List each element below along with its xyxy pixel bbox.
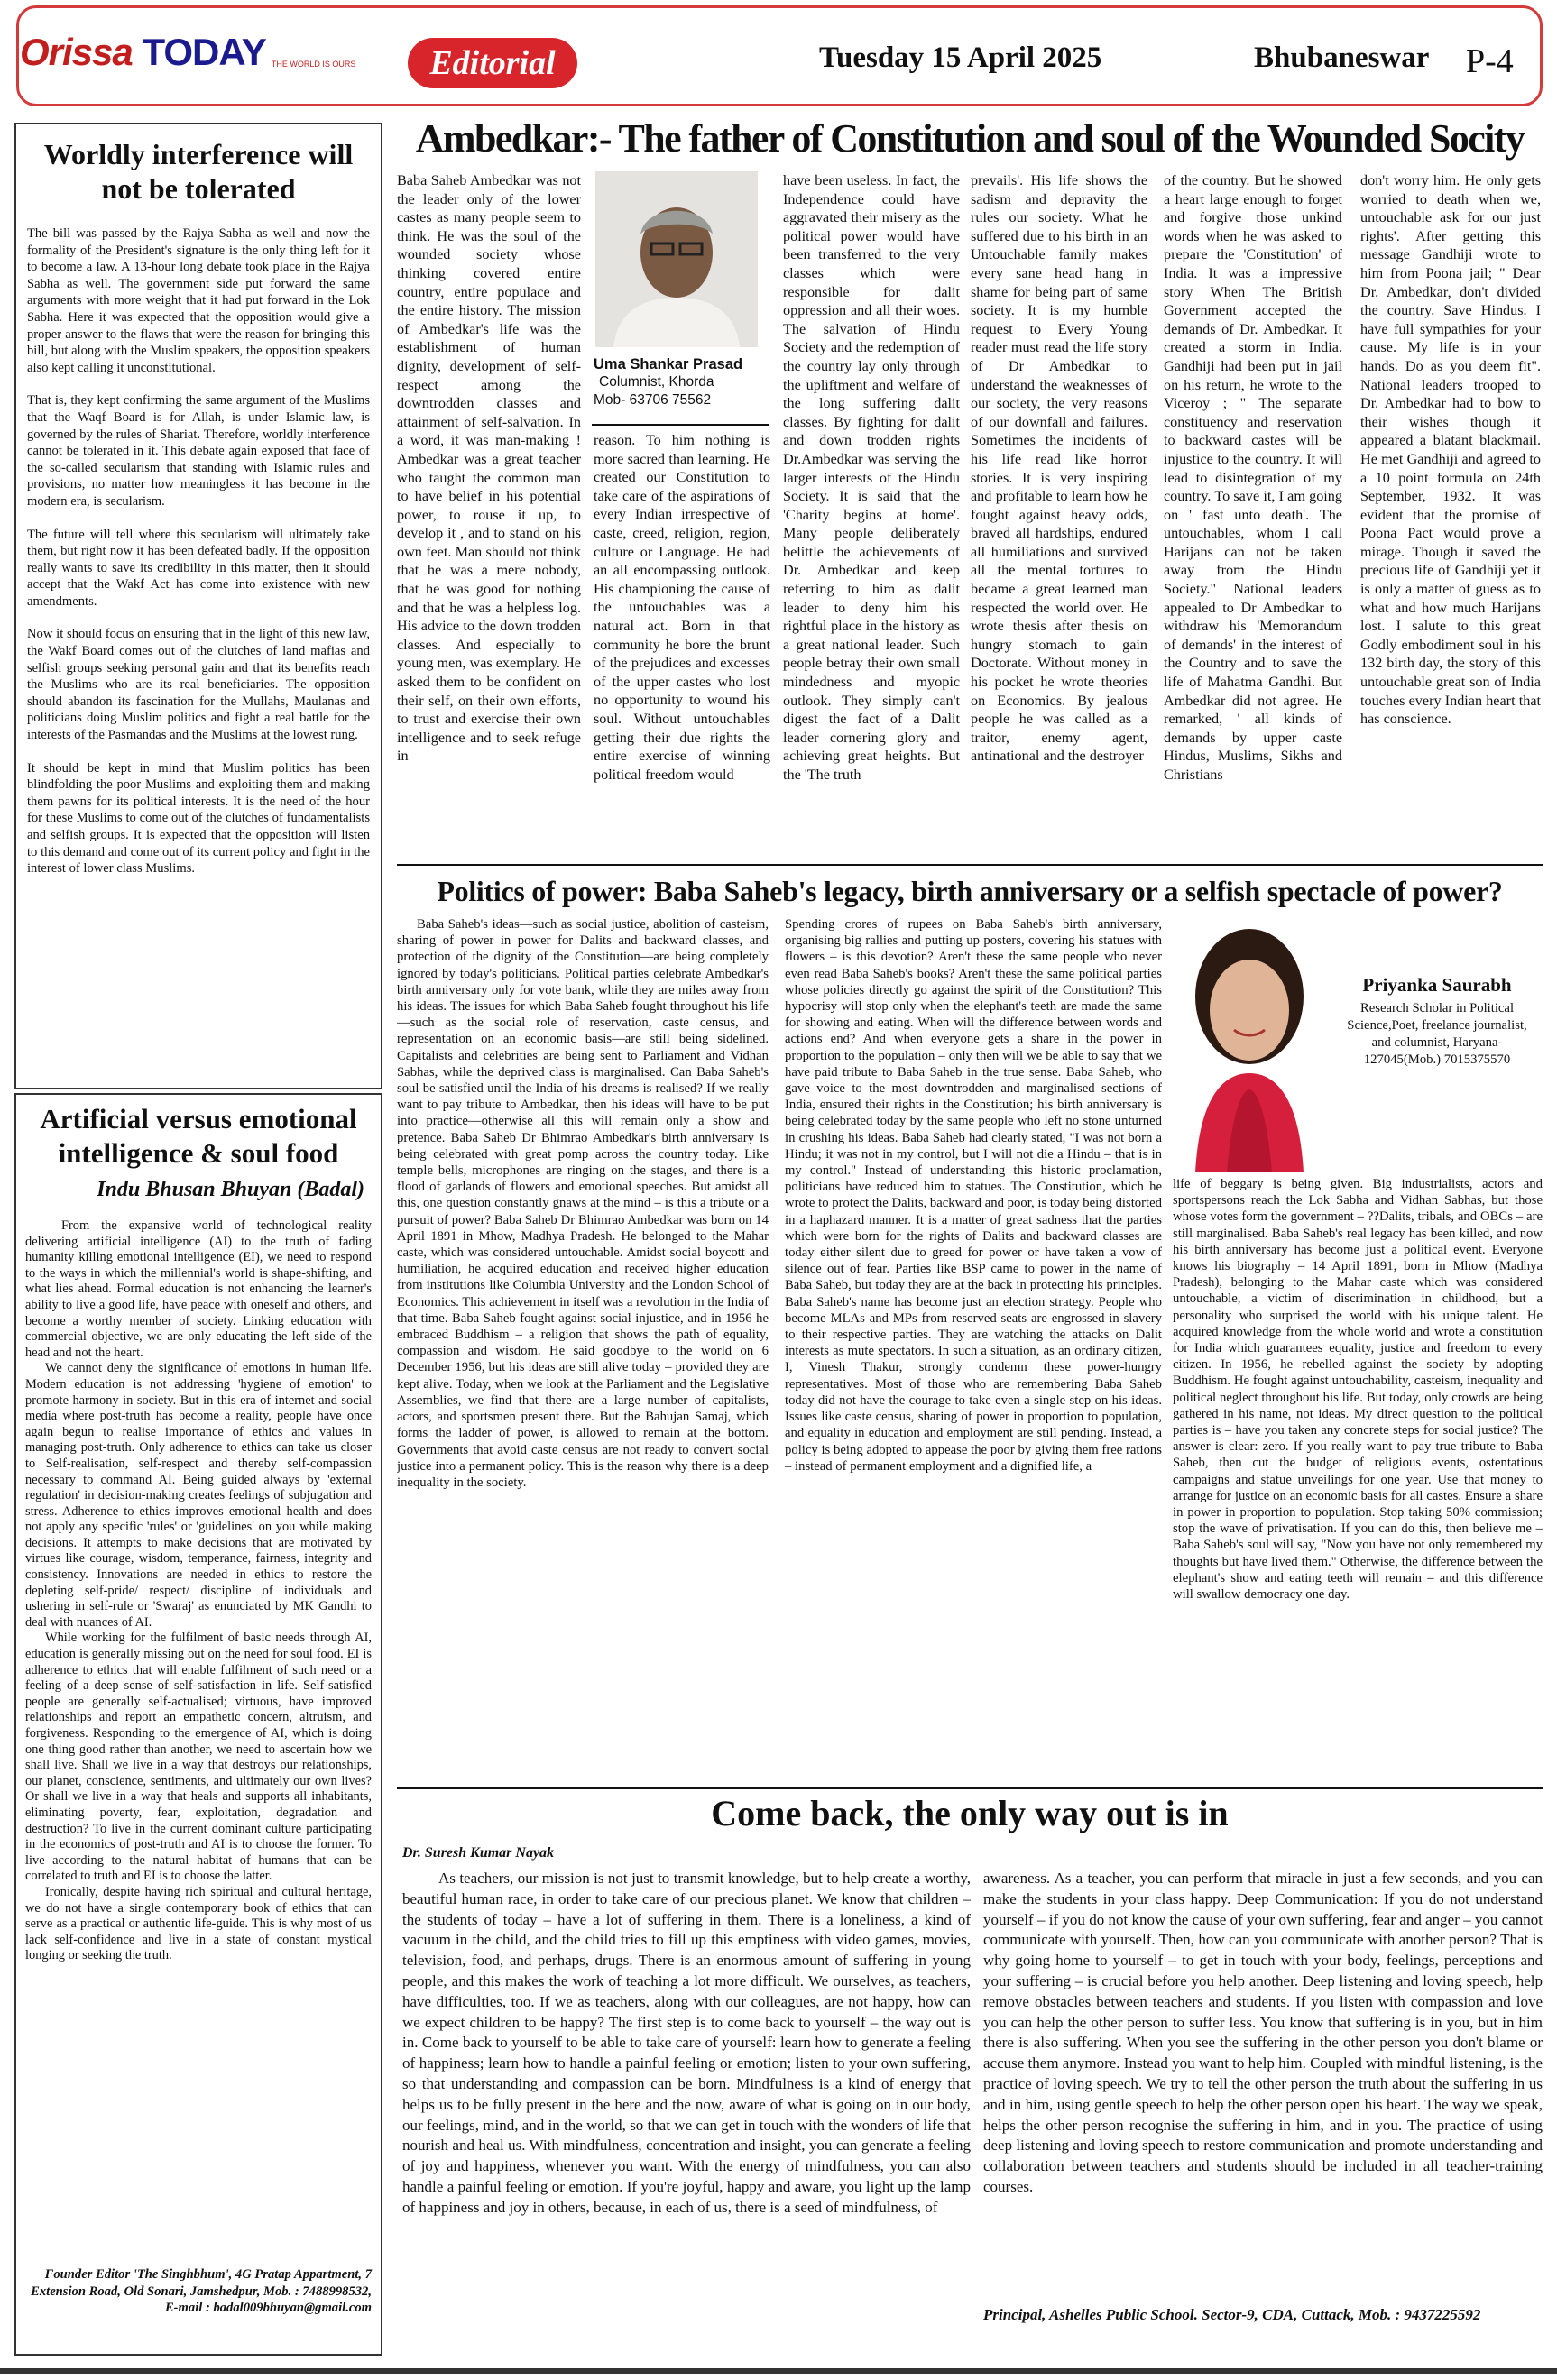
author-description: Research Scholar in Political Science,Poet, freelance journalist, and columnist, Haryana-127045(Mob.) 7015375570 xyxy=(1347,1001,1527,1067)
author-footer: Founder Editor 'The Singhbhum', 4G Pratap Appartment, 7 Extension Road, Old Sonari, Jamshedpur, Mob. : 7488998532, E-mail : badal009bhuyan@gmail.com xyxy=(31,2267,372,2316)
article-body xyxy=(27,225,370,878)
text-column: reason. To him nothing is more sacred than learning. He created our Constitution to take care of the aspirations of every Indian irrespective of caste, creed, religion, region, culture or Language. He had an all encompassing outlook. His championing the cause of the untouchables was a natural act. Born in that community he bore the brunt of the prejudices and excesses of the upper castes who lost no opportunity to wound his soul. Without untouchables getting their due rights the entire exercise of winning political freedom would xyxy=(594,432,770,783)
section-badge: Editorial xyxy=(408,38,577,88)
author-footer: Principal, Ashelles Public School. Sector-9, CDA, Cuttack, Mob. : 9437225592 xyxy=(983,2306,1481,2323)
text-column: As teachers, our mission is not just to transmit knowledge, but to help create a worthy, beautiful human race, in order to take care of our precious planet. We know that children – the students of today – have a lot of suffering in them. There is a loneliness, a kind of vacuum in the child, and the child tries to fill up this emptiness with video games, movies, television, food, and perhaps, drugs. There is an enormous amount of suffering in young people, and this makes the work of teaching a lot more difficult. We ourselves, as teachers, have difficulties, too. If we as teachers, along with our colleagues, are not happy, how can we expect children to be happy? The first step is to come back to yourself – the way out is in. Come back to yourself to be able to take care of yourself: learn how to generate a feeling of happiness; learn how to handle a painful feeling or emotion; listen to your own suffering, so that understanding and compassion can be born. Mindfulness is a kind of energy that helps us to be fully present in the here and the now, aware of what is going on in our body, our feelings, mind, and in the world, so that we can get in touch with the wonders of life that nourish and heal us. With mindfulness, concentration and insight, you can generate a feeling of joy and happiness, whenever you want. With the energy of mindfulness, you can also handle a painful feeling or emotion. If you're joyful, happy and aware, you light up the lamp of happiness and joy in others, because, in each of us, there is a seed of mindfulness, of xyxy=(402,1870,971,2216)
article-title: Artificial versus emotional intelligence & soul food xyxy=(40,1103,357,1169)
article-title: Politics of power: Baba Saheb's legacy, birth anniversary or a selfish spectacle of power? xyxy=(437,875,1503,907)
columnist-name: Uma Shankar Prasad xyxy=(594,356,743,372)
edition-place: Bhubaneswar xyxy=(1254,41,1430,74)
text-column: life of beggary is being given. Big industrialists, actors and sportspersons reach the Lok Sabha and Vidhan Sabhas, but those whose votes form the government – ??Dalits, tribals, and OBCs – are still marginalised. Baba Saheb's real legacy has been killed, and now his birth anniversary has become just a political event. Everyone knows his biography – 14 April 1891, born in Mhow (Madhya Pradesh), belonging to the Mahar caste which was considered untouchable, a victim of discrimination in childhood, but a personality who surprised the world with his unique talent. He acquired knowledge from the whole world and wrote a constitution for India which guarantees equality, justice and freedom to every citizen. In 1956, he rebelled against the society by adopting Buddhism. He fought against untouchability, casteism, inequality and political neglect throughout his life. But today, only crowds are being gathered in his name, not ideas. My direct question to the political parties is – have you taken any concrete steps for social justice? The answer is clear: zero. If you really want to pay true tribute to Baba Saheb, then cut the budget of religious events, ostentatious campaigns and statue unveilings for one year. Use that money to arrange for justice on an economic basis for all castes. Ensure a share in power in proportion to population. Stop taking 50% commission; stop the wave of privatisation. If you can do this, then believe me – Baba Saheb's soul will say, "Now you have not only remembered my thoughts but have lived them." Otherwise, the difference between the elephant's show and eating teeth will remain – and this difference will swallow democracy one day. xyxy=(1173,1177,1543,1603)
paragraph: The future will tell where this secularism will ultimately take them, but right now it has been defeated badly. If the opposition really wants to save its credibility in this matter, then it should accept that the Wakf Act has come into existence with new amendments. xyxy=(27,527,370,609)
divider xyxy=(397,1787,1543,1789)
article-box-worldly xyxy=(14,123,382,1089)
text-column: Baba Saheb Ambedkar was not the leader only of the lower castes as many people seem to think. He was the soul of the wounded society whose thinking covered entire country, entire populace and the entire history. The mission of Ambedkar's life was the establishment of human dignity, development of self-respect among the downtrodden classes and attainment of self-salvation. In a word, it was man-making ! Ambedkar was a great teacher who taught the common man to have belief in his potential power, to rouse it up, to develop it , and to stand on his own feet. Man should not think that he was a mere nobody, that he was good for nothing and that he was a helpless log. His advice to the down trodden classes. And especially to young men, was exemplary. He asked them to be confident on their self, on their own efforts, to trust and exercise their own intelligence and to seek refuge in xyxy=(397,172,581,765)
article-author: Indu Bhusan Bhuyan (Badal) xyxy=(97,1178,364,1201)
author-photo[interactable] xyxy=(1173,920,1326,1172)
text-column: don't worry him. He only gets worried to death when we, untouchable ask for our just rights'. After getting this message Gandhiji wrote to him from Poona jail; " Dear Dr. Ambedkar, don't divided the country. Save Hindus. I have full sympathies for your cause. My life is in your hands. Do as you deem fit". National leaders trooped to Dr. Ambedkar had to bow to their wishes though it appeared a blatant blackmail. He met Gandhiji and agreed to a 10 point formula on 24th September, 1932. It was evident that the promise of Poona Pact would prove a mirage. Though it saved the precious life of Gandhiji yet it is only a matter of guess as to what and how much Harijans lost. I salute to this great Godly embodiment soul in his 132 birth day, the story of this untouchable great son of India touches every Indian heart that has conscience. xyxy=(1360,172,1541,728)
divider xyxy=(592,424,769,426)
columnist-photo[interactable] xyxy=(595,171,758,347)
article-box-ai xyxy=(14,1093,382,2356)
issue-date: Tuesday 15 April 2025 xyxy=(819,41,1102,74)
text-column: prevails'. His life shows the sadism and depravity the rules our society. What he suffered due to his birth in an Untouchable family makes every sane head hang in shame for being part of same society. It is my humble request to Every Young reader must read the life story of Dr Ambedkar to understand the weaknesses of our society, the very reasons of our downfall and failures. Sometimes the incidents of his life read like horror stories. It is very inspiring and profitable to learn how he fought against heavy odds, braved all hardships, endured all humiliations and survived all the mental tortures to became a great learned man respected the world over. He wrote thesis after thesis on hungry stomach to gain Doctorate. Without money in his pocket he wrote theories on Economics. By jealous people he was called as a traitor, enemy agent, antinational and the destroyer xyxy=(971,172,1147,765)
newspaper-logo[interactable] xyxy=(20,31,355,74)
paragraph: From the expansive world of technological reality delivering artificial intelligence (AI) to the truth of fading humanity killing emotional intelligence (EI), we need to respond to the ways in which the millennial's world is shape-shifting, and what lies ahead. Formal education is not enhancing the learner's ability to live a good life, have peace with oneself and others, and become a worthy member of society. Linking education with commercial objective, we are only educating the left side of the head and not the heart. xyxy=(25,1218,372,1360)
article-title: Worldly interference will not be tolerated xyxy=(43,138,354,205)
paragraph: That is, they kept confirming the same argument of the Muslims that the Waqf Board is for Allah, is under Islamic law, is governed by the rules of Shariat. Therefore, worldly interference cannot be tolerated in it. This debate again exposed that face of the so-called secularism that standing with Islamic rules and provisions, no matter how meaningless it has become in the modern era, is secularism. xyxy=(27,393,370,509)
page-number: P-4 xyxy=(1466,42,1514,80)
author-name: Priyanka Saurabh xyxy=(1362,974,1512,996)
paragraph: Ironically, despite having rich spiritual and cultural heritage, we do not have a single contemporary book of ethics that can serve as a practical or authentic life-guide. This is why most of us lack self-confidence and live in a state of constant mystical longing or seeking the truth. xyxy=(25,1884,372,1963)
logo-text: Orissa TODAY xyxy=(20,31,266,73)
paragraph: We cannot deny the significance of emotions in human life. Modern education is not addressing 'hygiene of emotion' to promote harmony in society. But in this era of internet and social media where post-truth has become a reality, people have once again begun to realise importance of ethics and values in managing post-truth. Only adherence to ethics can take us closer to Self-realisation, self-respect and thereby self-compassion necessary to command AI. Being guided always by 'external regulation' in decision-making creates feelings of subjugation and stress. Adherence to ethics improves emotional health and does not apply any specific 'rules' or 'guidelines' on you while making decisions. It attempts to make decisions that are motivated by virtues like courage, wisdom, temperance, fairness, integrity and consistency. Innovations are needed in ethics to restore the depleting self-pride/ respect/ discipline of individuals and ushering in self-rule or 'Swaraj' as enunciated by MK Gandhi to deal with nuances of AI. xyxy=(25,1361,372,1630)
text-column: Baba Saheb's ideas—such as social justice, abolition of casteism, sharing of power in power for Dalits and backward classes, and protection of the dignity of the Constitution—are being completely ignored by today's politicians. Political parties celebrate Ambedkar's birth anniversary only for vote bank, while they are miles away from his ideas. The issues for which Baba Saheb fought throughout his life—such as the social role of reservation, caste census, and representation on an economic basis—are still being sidelined. Capitalists and celebrities are being sent to Parliament and Vidhan Sabhas, while the deprived class is marginalised. Can Baba Saheb's soul be satisfied until the India of his dreams is realised? If we really want to pay tribute to Ambedkar, then his ideas will have to be put into practice—otherwise all this will remain only a show and pretence. Baba Saheb Dr Bhimrao Ambedkar's birth anniversary is being celebrated with great pomp across the country today. Like temple bells, microphones are ringing on the stages, and there is a flood of garlands of flowers and emotional speeches. But amidst all this, one question constantly gnaws at the mind – is this a tribute or a pursuit of power? Baba Saheb Dr Bhimrao Ambedkar was born on 14 April 1891 in Mhow, Madhya Pradesh. He belonged to the Mahar caste, which was considered untouchable. Amidst social boycott and humiliation, he acquired education and received higher education from institutions like Columbia University and the London School of Economics. This achievement in itself was a revolution in the India of that time. Baba Saheb fought against social injustice, and in 1956 he embraced Buddhism – a religion that shows the path of equality, compassion and wisdom. He said goodbye to the world on 6 December 1956, but his ideas are still alive today – provided they are kept alive. Today, when we look at the Parliament and the Legislative Assemblies, we find that there are a large number of capitalists, actors, and sportsmen present there. But the Bahujan Samaj, which forms the ladder of power, is allowed to remain at the bottom. Governments that avoid caste census are not ready to convert social justice into a permanent policy. This is the reason why there is a deep inequality in the society. xyxy=(397,917,769,1490)
text-column: awareness. As a teacher, you can perform that miracle in just a few seconds, and you can make the students in your class happy. Deep Communication: If you do not understand yourself – if you do not know the cause of your own suffering, fear and anger – you cannot communicate with yourself. Then, how can you communicate with another person? That is why going home to yourself – to get in touch with your body, feelings, perceptions and your suffering – is crucial before you help another. Deep listening and loving speech, help remove obstacles between teachers and students. If you listen with compassion and love you can help the other person to suffer less. You know that suffering is in you, but in him there is also suffering. When you see the suffering in the other person you don't blame or accuse them anymore. Instead you want to help him. Coupled with mindful listening, is the practice of loving speech. We try to tell the other person the truth about the suffering in us and in him, using gentle speech to help the other person open his heart. The way we speak, helps the other person recognise the suffering in him, and in you. The practice of using deep listening and loving speech to restore communication and promote understanding and collaboration between teachers and students should be included in all teacher-training courses. xyxy=(983,1870,1543,2195)
paragraph: Now it should focus on ensuring that in the light of this new law, the Wakf Board comes out of the clutches of land mafias and selfish groups seeking personal gain and that its benefits reach the Muslims who are its real beneficiaries. The opposition should abandon its fascination for the Mullahs, Maulanas and politicians doing Muslim politics and fight a real battle for the interests of the Pasmandas and the Muslims at the lowest rung. xyxy=(27,627,370,743)
columnist-mobile: Mob- 63706 75562 xyxy=(594,392,712,408)
article-title: Ambedkar:- The father of Constitution and soul of the Wounded Socity xyxy=(415,116,1525,161)
author-info xyxy=(1333,974,1541,1069)
divider xyxy=(397,864,1543,866)
text-column: Spending crores of rupees on Baba Saheb's birth anniversary, organising big rallies and putting up posters, covering his statues with flowers – is this devotion? Aren't these the same people who never even read Baba Saheb's books? Aren't these the same political parties whose policies directly go against the spirit of the Constitution? This hypocrisy will stop only when the elephant's teeth are made the same for showing and eating. When will the difference between words and actions end? And when everyone gets a share in the power in proportion to the population – only then will we be able to say that we have paid tribute to Baba Saheb in the true sense. Baba Saheb, who gave voice to the most downtrodden and marginalised sections of India, ensured their rights in the Constitution; his birth anniversary is being celebrated today by the same people who left no stone unturned in crushing his ideas. Baba Saheb had clearly stated, "I was not born a Hindu; it was not in my control, but I will not die a Hindu – that is in my control." Instead of understanding this historic proclamation, politicians have reduced him to statues. The Constitution, which he wrote to protect the Dalits, backward and poor, is today being distorted in a haphazard manner. It is a matter of great sadness that the parties which were born for the rights of Dalits and backward classes are today either silent due to greed for power or have taken a vow of silence out of fear. Parties like BSP came to power in the name of Baba Saheb, but today they are at the back in protecting his principles. Baba Saheb's name has become just an election strategy. People who become MLAs and MPs from reserved seats are engrossed in slavery to their respective parties. They are watching the attacks on Dalit interests as mute spectators. In such a situation, as an ordinary citizen, I, Vinesh Thakur, strongly condemn these power-hungry representatives. Most of those who are remembering Baba Saheb today did not have the courage to take even a single step on his ideas. Issues like caste census, sharing of power in proportion to population, and equality in education and employment are still pending. Instead, a policy is being adopted to appease the poor by giving them free rations – instead of permanent employment and a dignified life, a xyxy=(785,917,1162,1474)
article-author: Dr. Suresh Kumar Nayak xyxy=(402,1845,555,1861)
logo-tagline: THE WORLD IS OURS xyxy=(271,60,356,69)
bottom-rule xyxy=(0,2368,1557,2374)
paragraph: While working for the fulfilment of basic needs through AI, education is generally missing out on the need for soul food. EI is adherence to ethics that will enable fulfilment of such need or a feeling of a deep sense of self-satisfaction in life. Self-satisfied people are generally self-actualised; virtuous, have improved relationships and report an empathetic concern, altruism, and forgiveness. Responding to the emergence of AI, which is doing one thing good rather than another, we need to ascertain how we shall live. Shall we live in a way that destroys our relationships, our planet, conscience, sentiments, and ultimately our own lives? Or shall we live in a way that heals and supports all inhabitants, eliminating poverty, fear, exploitation, degradation and destruction? To live in the current dominant culture participating in the economics of post-truth and AI is to choose the former. To live according to the natural habitat of humans that can be correlated to truth and EI is to choose the latter. xyxy=(25,1631,372,1884)
columnist-role: Columnist, Khorda xyxy=(599,374,714,390)
article-title: Come back, the only way out is in xyxy=(711,1793,1229,1833)
text-column: of the country. But he showed a heart large enough to forget and forgive those unkind words when he was asked to prepare the 'Constitution' of India. It was a impressive story When The British Government accepted the demands of Dr. Ambedkar. It created a storm in India. Gandhiji had been put in jail on his return, he wrote to the Viceroy ; " The separate constituency and reservation to backward castes will be injustice to the country. It will lead to disintegration of my country. To save it, I am going on ' fast unto death'. The untouchables, whom I call Harijans can not be taken away from the Hindu Society." National leaders appealed to Dr Ambedkar to withdraw his 'Memorandum of demands' in the interest of the Country and to save the life of Mahatma Gandhi. But Ambedkar did not agree. He remarked, ' all kinds of demands by upper caste Hindus, Muslims, Sikhs and Christians xyxy=(1164,172,1342,783)
person-portrait-icon xyxy=(1173,920,1326,1172)
paragraph: It should be kept in mind that Muslim politics has been blindfolding the poor Muslims and exploiting them and making them pawns for its political interests. It is the need of the hour for these Muslims to come out of the clutches of fundamentalists and selfish groups. It is expected that the opposition will listen to this demand and come out of its current policy and fight in the interest of lower class Muslims. xyxy=(27,760,370,877)
text-column: have been useless. In fact, the Independence could have aggravated their misery as the political power would have been transferred to the very classes which were responsible for dalit oppression and all their woes. The salvation of Hindu Society and the redemption of the country lay only through the upliftment and welfare of the long suffering dalit classes. By fighting for dalit and down trodden rights Dr.Ambedkar was serving the larger interests of the Hindu Society. It is said that the 'Charity begins at home'. Many people deliberately belittle the achievements of Dr. Ambedkar and keep referring to him as dalit leader to deny him his rightful place in the history as a great national leader. Such people betray their own small mindedness and myopic outlook. They simply can't digest the fact of a Dalit leader cornering glory and achieving great heights. But the 'The truth xyxy=(783,172,960,783)
paragraph: The bill was passed by the Rajya Sabha as well and now the formality of the President's signature is the only thing left for it to become a law. A 13-hour long debate took place in the Rajya Sabha as well. The government side put forward the same arguments with more weight that it had put forward in the Lok Sabha. Here it was expected that the opposition would give a proper answer to the flaws that were the reason for bringing this bill, but along with the Muslim speakers, the opposition speakers also kept calling it unconstitutional. xyxy=(27,226,370,375)
columnist-info xyxy=(594,355,765,409)
person-portrait-icon xyxy=(595,171,758,347)
article-body xyxy=(25,1218,372,2266)
